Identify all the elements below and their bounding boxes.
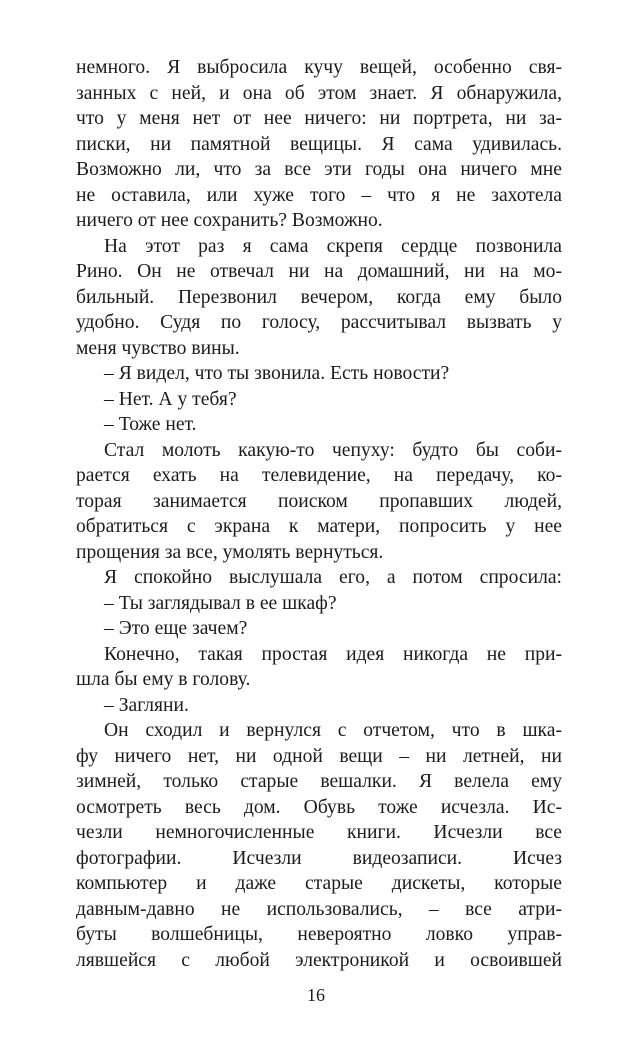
text-line: чезли немногочисленные книги. Исчезли все	[76, 822, 562, 843]
text-line: Возможно ли, что за все эти годы она ничего мне	[76, 159, 562, 180]
text-line: фотографии. Исчезли видеозаписи. Исчез	[76, 847, 562, 869]
text-line: зимней, только старые вешалки. Я велела ему	[76, 771, 562, 792]
page-number: 16	[307, 985, 325, 1005]
text-line: писки, ни памятной вещицы. Я сама удивилась.	[76, 133, 562, 155]
text-line: прощения за все, умолять вернуться.	[76, 541, 384, 563]
text-line: – Ты заглядывал в ее шкаф?	[104, 592, 337, 614]
text-line: не оставила, или хуже того – что я не захотела	[76, 184, 562, 206]
text-line: компьютер и даже старые дискеты, которые	[76, 873, 562, 894]
text-line: – Тоже нет.	[104, 414, 197, 435]
text-line: бильный. Перезвонил вечером, когда ему было	[76, 286, 562, 308]
text-line: занных с ней, и она об этом знает. Я обнаружила,	[76, 82, 562, 104]
text-line: Рино. Он не отвечал ни на домашний, ни на мо-	[76, 261, 562, 282]
body-text	[76, 55, 562, 973]
text-line: обратиться с экрана к матери, попросить у нее	[76, 516, 562, 537]
text-line: – Нет. А у тебя?	[104, 388, 237, 410]
text-line: Стал молоть какую-то чепуху: будто бы соби-	[104, 439, 562, 461]
text-line: меня чувство вины.	[76, 337, 240, 359]
text-line: буты волшебницы, невероятно ловко управ-	[76, 924, 562, 945]
text-line: удобно. Судя по голосу, рассчитывал вызвать у	[76, 312, 562, 333]
text-line: ничего от нее сохранить? Возможно.	[76, 210, 383, 231]
text-line: На этот раз я сама скрепя сердце позвонила	[104, 235, 562, 257]
text-line: шла бы ему в голову.	[76, 669, 251, 690]
text-line: – Загляни.	[104, 694, 189, 716]
text-line: Конечно, такая простая идея никогда не при-	[104, 643, 562, 665]
text-line: торая занимается поиском пропавших людей,	[76, 490, 562, 512]
text-line: что у меня нет от нее ничего: ни портрета, ни за-	[76, 108, 562, 129]
text-line: давным-давно не использовались, – все атри-	[76, 898, 562, 920]
text-line: Он сходил и вернулся с отчетом, что в шка-	[104, 720, 562, 741]
text-line: фу ничего нет, ни одной вещи – ни летней, ни	[76, 745, 562, 767]
text-line: лявшейся с любой электроникой и освоившей	[76, 949, 562, 971]
text-line: немного. Я выбросила кучу вещей, особенно свя-	[76, 57, 562, 78]
text-line: – Это еще зачем?	[104, 618, 248, 639]
text-line: – Я видел, что ты звонила. Есть новости?	[104, 363, 450, 384]
text-line: Я спокойно выслушала его, а потом спросила:	[104, 567, 562, 588]
text-line: рается ехать на телевидение, на передачу, ко-	[76, 465, 562, 486]
text-line: осмотреть весь дом. Обувь тоже исчезла. Ис-	[76, 796, 562, 818]
